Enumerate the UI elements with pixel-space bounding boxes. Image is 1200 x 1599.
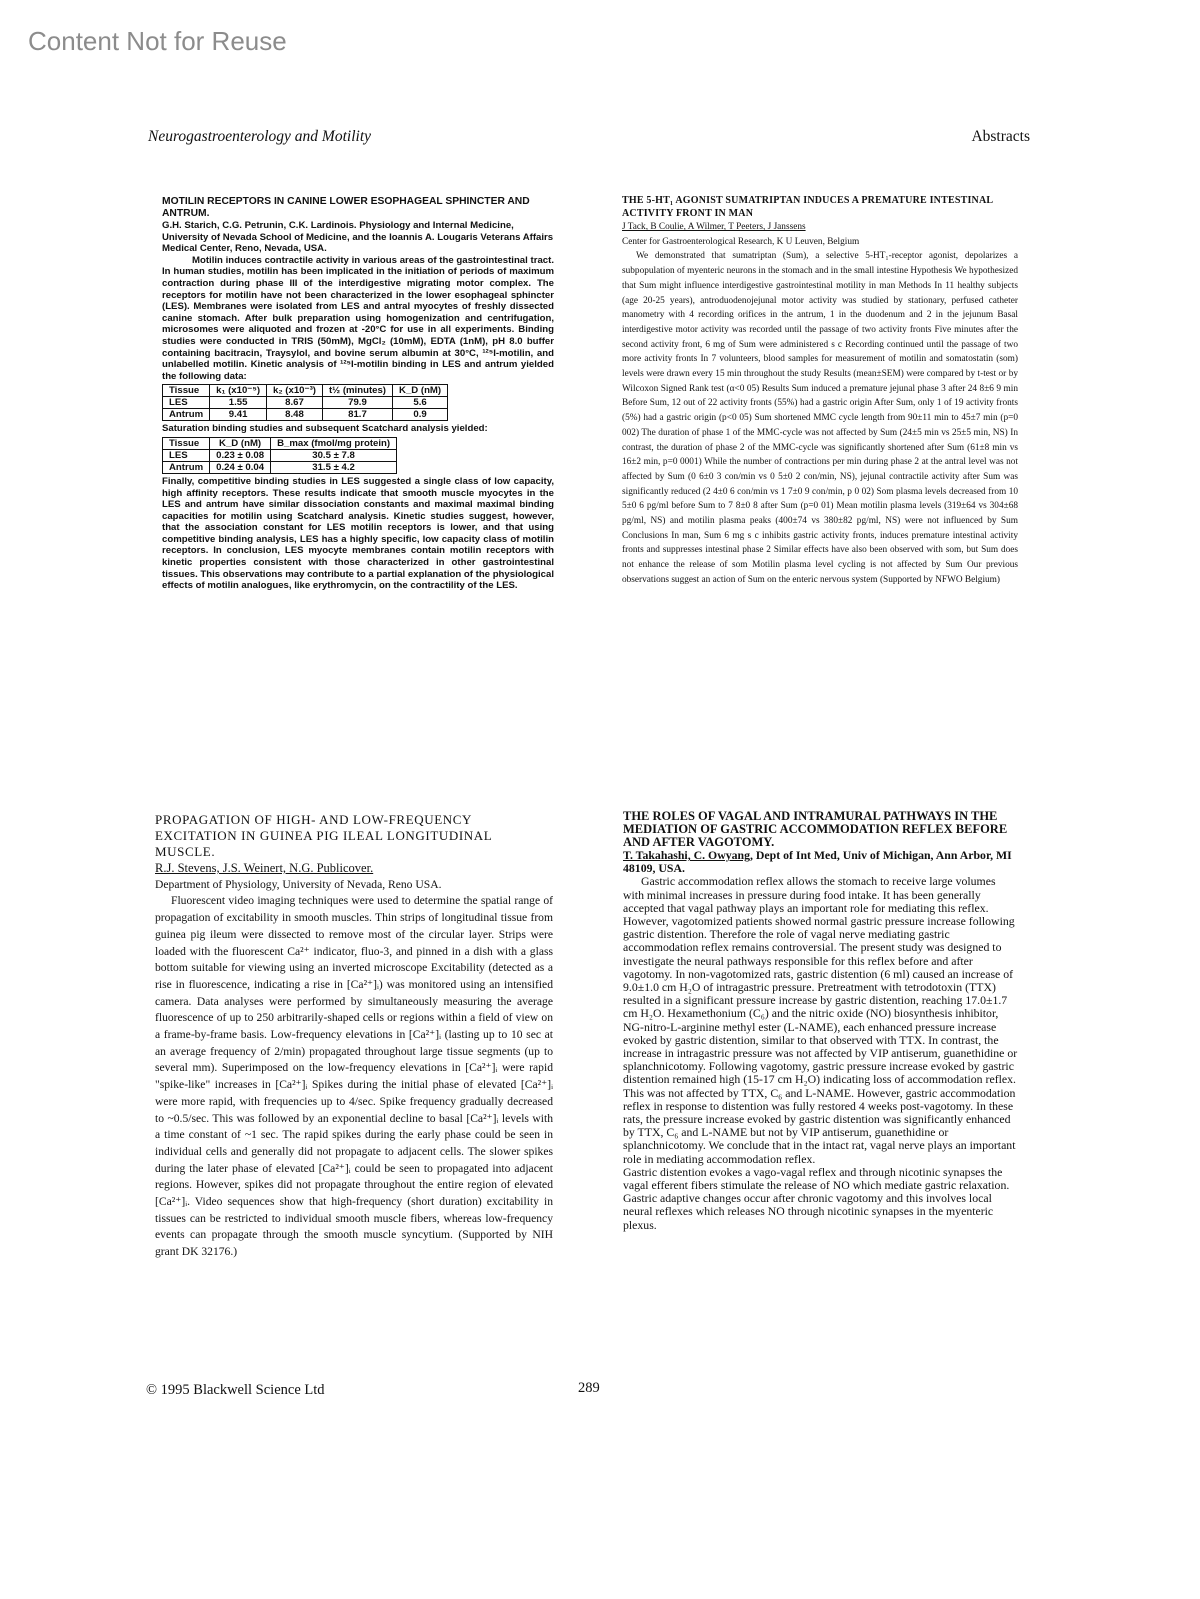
table-cell: 8.67 xyxy=(267,397,323,409)
abstract-byline xyxy=(623,849,1019,875)
abstract-affiliation: Department of Physiology, University of Nevada, Reno USA. xyxy=(155,877,442,891)
abstract-authors: T. Takahashi, C. Owyang xyxy=(623,848,750,862)
table-header-cell: t½ (minutes) xyxy=(322,385,392,397)
abstract-body: We demonstrated that sumatriptan (Sum), a selective 5-HT₁-receptor agonist, depolarizes a subpopulation of myenteric neurons in the stomach and in the small intestine Hypothesis We hypothesized that Sum might influence interdigestive gastrointestinal motility in man Methods In 11 healthy subjects (age 20-25 years), antroduodenojejunal motor activity was studied by stationary, perfused catheter manometry with 4 recording orifices in the antrum, 1 in the duodenum and 2 in the jejunum Basal interdigestive motor activity was recorded until the passage of two activity fronts Five minutes after the second activity front, 6 mg of Sum were administered s c Recording continued until the passage of two more activity fronts In 7 volunteers, blood samples for measurement of motilin and somatostatin (som) levels were drawn every 15 min throughout the study Results (mean±SEM) were compared by t-test or by Wilcoxon Signed Rank test (α<0 05) Results Sum induced a premature jejunal phase 3 after 24 8±6 9 min Before Sum, 12 out of 22 activity fronts (55%) had a gastric origin After Sum, only 1 of 19 activity fronts (5%) had a gastric origin (p<0 05) Sum shortened MMC cycle length from 90±11 min to 45±7 min (p=0 002) The duration of phase 1 of the MMC-cycle was not affected by Sum (24±5 min vs 25±5 min, NS) In contrast, the duration of phase 2 of the MMC-cycle was significantly shortened after Sum (61±8 min vs 16±2 min, p=0 0001) While the number of contractions per min during phase 2 at the antral level was not affected by Sum (0 6±0 3 con/min vs 0 5±0 2 con/min, NS), jejunal contractile activity after Sum was significantly reduced (2 4±0 6 con/min vs 1 7±0 9 con/min, p 0 02) Som plasma levels decreased from 10 5±0 6 pg/ml before Sum to 7 8±0 8 after Sum (p=0 01) Mean motilin plasma levels (319±64 vs 304±68 pg/ml, NS) and motilin plasma peaks (400±74 vs 380±82 pg/ml, NS) were not influenced by Sum Conclusions In man, Sum 6 mg s c inhibits gastric activity fronts, induces premature intestinal activity fronts and suppresses intestinal phase 2 Similar effects have also been observed with som, but Sum does not enhance the release of som Motilin plasma level cycling is not affected by Sum Our previous observations suggest an action of Sum on the enteric nervous system (Supported by NFWO Belgium) xyxy=(622,251,1018,585)
table-cell: 5.6 xyxy=(393,397,448,409)
table-cell: LES xyxy=(163,449,210,461)
table-cell: 1.55 xyxy=(210,397,267,409)
table-cell: 79.9 xyxy=(322,397,392,409)
table-cell: Antrum xyxy=(163,461,210,473)
table-row xyxy=(163,397,448,409)
table-header-row xyxy=(163,437,397,449)
abstract-byline xyxy=(622,220,1018,249)
table-header-cell: K_D (nM) xyxy=(393,385,448,397)
abstract-affiliation: , Dept of Int Med, Univ of Michigan, Ann Arbor, MI 48109, USA. xyxy=(623,848,1012,876)
table-cell: 30.5 ± 7.8 xyxy=(271,449,397,461)
table-header-cell: k₁ (x10⁻⁵) xyxy=(210,385,267,397)
table-header-cell: Tissue xyxy=(163,385,210,397)
table-header-cell: k₂ (x10⁻³) xyxy=(267,385,323,397)
abstract-title: MOTILIN RECEPTORS IN CANINE LOWER ESOPHAGEAL SPHINCTER AND ANTRUM. xyxy=(162,196,530,219)
running-header-section: Abstracts xyxy=(971,128,1030,145)
table-cell: 31.5 ± 4.2 xyxy=(271,461,397,473)
table-cell: Antrum xyxy=(163,409,210,421)
saturation-data-table xyxy=(162,437,397,474)
abstract-body: Motilin induces contractile activity in various areas of the gastrointestinal tract. In human studies, motilin has been implicated in the initiation of periods of maximum contraction during phase III of the interdigestive migrating motor complex. The receptors for motilin have not been characterized in the lower esophageal sphincter (LES). Membranes were isolated from LES and antral myocytes of freshly dissected canine stomach. After bulk preparation using homogenization and centrifugation, microsomes were aliquoted and frozen at -20°C for use in all experiments. Binding studies were conducted in TRIS (50mM), MgCl₂ (10mM), EDTA (1nM), pH 8.0 buffer containing bacitracin, Traysylol, and bovine serum albumin at 30°C, ¹²⁵I-motilin, and unlabelled motilin. Kinetic analysis of ¹²⁵I-motilin binding in LES and antrum yielded the following data: xyxy=(162,254,554,382)
table-cell: 81.7 xyxy=(322,409,392,421)
running-header-journal: Neurogastroenterology and Motility xyxy=(148,128,372,145)
table-header-cell: Tissue xyxy=(163,437,210,449)
abstract-authors: R.J. Stevens, J.S. Weinert, N.G. Publicover. xyxy=(155,861,374,875)
abstract-propagation-excitation xyxy=(155,812,553,1261)
table-cell: LES xyxy=(163,397,210,409)
abstract-paragraph: Gastric distention evokes a vago-vagal reflex and through nicotinic synapses the vagal efferent fibers stimulate the release of NO which mediate gastric relaxation. Gastric adaptive changes occur after chronic vagotomy and this involves local neural reflexes which releases NO through nicotinic synapses in the myenteric plexus. xyxy=(623,1164,1010,1232)
abstract-affiliation: Center for Gastroenterological Research, K U Leuven, Belgium xyxy=(622,236,860,247)
abstract-authors: G.H. Starich, C.G. Petrunin, C.K. Lardinois. Physiology and Internal Medicine, University of Nevada School of Medicine, and the Ioannis A. Lougaris Veterans Affairs Medical Center, Reno, Nevada, USA. xyxy=(162,220,554,255)
table-cell: 0.24 ± 0.04 xyxy=(210,461,271,473)
watermark: Content Not for Reuse xyxy=(28,26,287,56)
abstract-body-conclusion: Finally, competitive binding studies in LES suggested a single class of low capacity, high affinity receptors. These results indicate that smooth muscle myocytes in the LES and antrum have similar dissociation constants and maximal maximal binding capacities for motilin using Scatchard analysis. Kinetic studies suggest, however, that the association constant for LES motilin receptors is lower, and that using competitive binding analysis, LES has a highly specific, low capacity class of motilin receptors. In conclusion, LES myocyte membranes contain motilin receptors with kinetic properties consistent with those characterized in other gastrointestinal tissues. This observations may contribute to a partial explanation of the physiological effects of motilin analogues, like erythromycin, on the contractility of the LES. xyxy=(162,475,554,592)
table-row xyxy=(163,461,397,473)
abstract-vagal-pathways xyxy=(623,810,1019,1232)
table-header-cell: K_D (nM) xyxy=(210,437,271,449)
abstract-title: PROPAGATION OF HIGH- AND LOW-FREQUENCY EXCITATION IN GUINEA PIG ILEAL LONGITUDINAL MUSCLE. xyxy=(155,812,492,859)
table-cell: 9.41 xyxy=(210,409,267,421)
table-row xyxy=(163,449,397,461)
table-cell: 0.23 ± 0.08 xyxy=(210,449,271,461)
table-header-row xyxy=(163,385,448,397)
abstract-motilin-receptors xyxy=(162,196,554,592)
abstract-body: Fluorescent video imaging techniques were used to determine the spatial range of propagation of excitability in smooth muscles. Thin strips of longitudinal tissue from guinea pig ileum were dissected to remove most of the circular layer. Strips were loaded with the fluorescent Ca²⁺ indicator, fluo-3, and pinned in a dish with a glass bottom suitable for viewing using an inverted microscope Excitability (detected as a rise in fluorescence, indicating a rise in [Ca²⁺]ᵢ) was monitored using an intensified camera. Data analyses were performed by simultaneously measuring the average fluorescence of up to 250 arbitrarily-shaped cells or regions within a field of view on a frame-by-frame basis. Low-frequency elevations in [Ca²⁺]ᵢ (lasting up to 10 sec at an average frequency of 2/min) propagated throughout large tissue segments (up to several mm). Superimposed on the low-frequency elevations in [Ca²⁺]ᵢ were rapid "spike-like" increases in [Ca²⁺]ᵢ Spikes during the initial phase of elevated [Ca²⁺]ᵢ were more rapid, with frequencies up to 4/sec. Spike frequency gradually decreased to ~0.5/sec. This was followed by an exponential decline to basal [Ca²⁺]ᵢ levels with a time constant of ~1 sec. The rapid spikes during the early phase could be seen in individual cells and generally did not propagate to adjacent cells. The slower spikes during the later phase of elevated [Ca²⁺]ᵢ could be seen to propagated into adjacent regions. However, spikes did not propagate throughout the entire region of elevated [Ca²⁺]ᵢ. Video sequences show that high-frequency (short duration) excitability in tissues can be restricted to individual smooth muscle fibers, whereas low-frequency events can propagate through the smooth muscle syncytium. (Supported by NIH grant DK 32176.) xyxy=(155,894,553,1259)
page-number: 289 xyxy=(578,1380,600,1396)
table-cell: 0.9 xyxy=(393,409,448,421)
table-cell: 8.48 xyxy=(267,409,323,421)
table-row xyxy=(163,409,448,421)
abstract-body xyxy=(623,875,1019,1231)
abstract-paragraph: Gastric accommodation reflex allows the stomach to receive large volumes with minimal increases in pressure during food intake. It has been generally accepted that vagal pathway plays an important role for mediating this reflex. However, vagotomized patients showed normal gastric pressure increase following gastric distention. Therefore the role of vagal nerve mediating gastric accommodation reflex remains controversial. The present study was designed to investigate the neural pathways responsible for this reflex before and after vagotomy. In non-vagotomized rats, gastric distention (6 ml) caused an increase of 9.0±1.0 cm H₂O of intragastric pressure. Pretreatment with tetrodotoxin (TTX) resulted in a significant pressure increase by gastric distention, reaching 17.0±1.7 cm H₂O. Hexamethonium (C₆) and the nitric oxide (NO) biosynthesis inhibitor, NG-nitro-L-arginine methyl ester (L-NAME), each enhanced pressure increase evoked by gastric distention, similar to that observed with TTX. In contrast, the increase in intragastric pressure was not affected by VIP antiserum, guanethidine or splanchnicotomy. Following vagotomy, gastric pressure increase evoked by gastric distention remained high (15-17 cm H₂O) indicating loss of accommodation reflex. This was not affected by TTX, C₆ and L-NAME. However, gastric accommodation reflex in response to distention was fully restored 4 weeks post-vagotomy. In these rats, the pressure increase evoked by gastric distention was significantly enhanced by TTX, C₆ and L-NAME but not by VIP antiserum, guanethidine or splanchnicotomy. We conclude that in the intact rat, vagal nerve plays an important role in mediating accommodation reflex. xyxy=(623,874,1018,1166)
abstract-title: THE 5-HT₁ AGONIST SUMATRIPTAN INDUCES A PREMATURE INTESTINAL ACTIVITY FRONT IN MAN xyxy=(622,195,993,219)
abstract-title: THE ROLES OF VAGAL AND INTRAMURAL PATHWAYS IN THE MEDIATION OF GASTRIC ACCOMMODATION REFLEX BEFORE AND AFTER VAGOTOMY. xyxy=(623,809,1008,849)
abstract-body-between-tables: Saturation binding studies and subsequent Scatchard analysis yielded: xyxy=(162,423,488,435)
abstract-sumatriptan xyxy=(622,194,1018,588)
abstract-authors: J Tack, B Coulie, A Wilmer, T Peeters, J Janssens xyxy=(622,222,806,232)
table-header-cell: B_max (fmol/mg protein) xyxy=(271,437,397,449)
copyright-notice: © 1995 Blackwell Science Ltd xyxy=(146,1382,325,1398)
kinetic-data-table xyxy=(162,384,448,421)
